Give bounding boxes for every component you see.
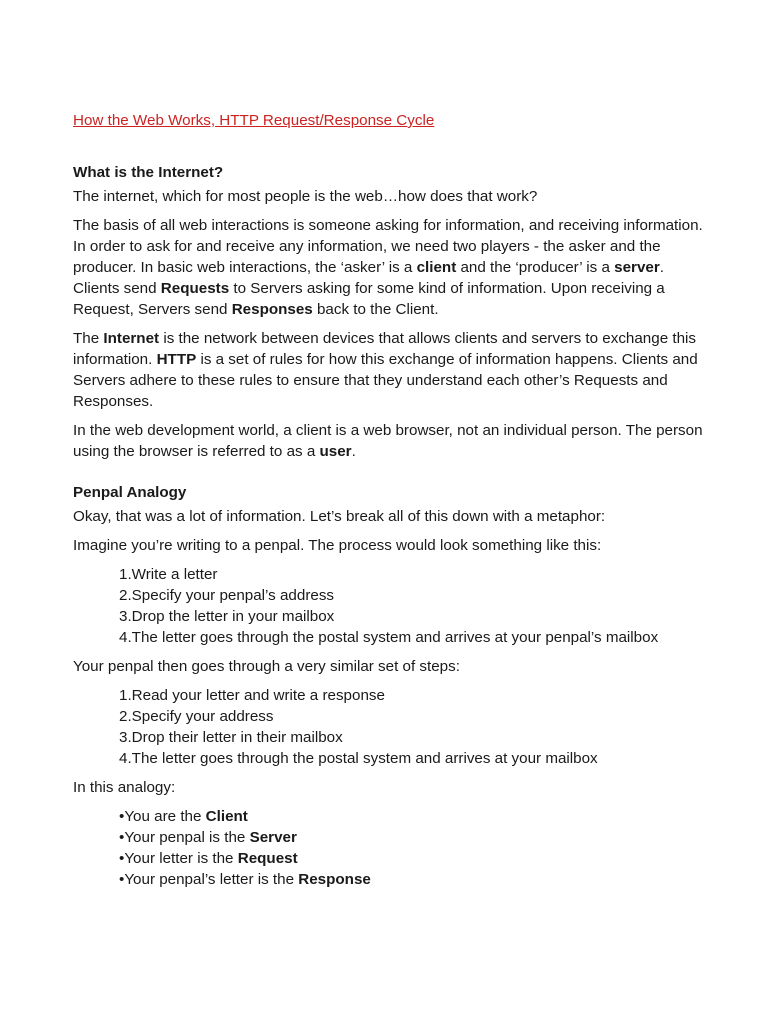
bold-term: server: [614, 259, 660, 276]
bold-term: Responses: [231, 301, 313, 318]
text-run: The: [73, 330, 104, 347]
text-run: is a set of rules for how this exchange of information happens. Clients and Servers adhere to these rules to ensure that they understand each other’s Requests and Responses.: [73, 351, 698, 410]
list-item: [119, 827, 703, 848]
list-item: 3.Drop the letter in your mailbox: [119, 608, 335, 625]
bold-term: client: [416, 259, 457, 276]
bold-term: user: [319, 443, 352, 460]
bold-term: Request: [237, 850, 298, 867]
bold-term: Client: [205, 808, 248, 825]
text-run: In the web development world, a client is a web browser, not an individual person. The person using the browser is referred to as a: [73, 422, 703, 460]
bold-term: Requests: [160, 280, 230, 297]
list-item: 2.Specify your address: [119, 708, 274, 725]
section-heading-penpal: Penpal Analogy: [73, 484, 187, 501]
paragraph: [73, 215, 703, 320]
section-heading-internet: What is the Internet?: [73, 164, 224, 181]
text-run: •Your penpal is the: [119, 829, 250, 846]
paragraph: The internet, which for most people is the web…how does that work?: [73, 188, 538, 205]
steps-list-reply: [73, 685, 703, 769]
paragraph: Imagine you’re writing to a penpal. The process would look something like this:: [73, 537, 602, 554]
text-run: •You are the: [119, 808, 206, 825]
text-run: back to the Client.: [312, 301, 439, 318]
text-run: The basis of all web interactions is someone asking for information, and receiving information. In order to ask for and receive any information, we need two players - the asker and the producer. In basic web interactions, the ‘asker’ is a: [73, 217, 703, 276]
list-item: 2.Specify your penpal’s address: [119, 587, 335, 604]
steps-list-writing: [73, 564, 703, 648]
text-run: .: [351, 443, 356, 460]
list-item: 3.Drop their letter in their mailbox: [119, 729, 343, 746]
text-run: and the ‘producer’ is a: [456, 259, 615, 276]
bold-term: HTTP: [156, 351, 197, 368]
text-run: •Your penpal’s letter is the: [119, 871, 299, 888]
list-item: 4.The letter goes through the postal system and arrives at your mailbox: [119, 750, 598, 767]
analogy-bullets: [73, 806, 703, 890]
title-link[interactable]: How the Web Works, HTTP Request/Response Cycle: [73, 112, 435, 129]
paragraph: Okay, that was a lot of information. Let’s break all of this down with a metaphor:: [73, 508, 606, 525]
paragraph: [73, 420, 703, 462]
list-item: 1.Read your letter and write a response: [119, 687, 385, 704]
bold-term: Internet: [103, 330, 160, 347]
section-penpal: [73, 482, 703, 890]
bold-term: Server: [249, 829, 297, 846]
paragraph: [73, 328, 703, 412]
text-run: •Your letter is the: [119, 850, 238, 867]
list-item: 4.The letter goes through the postal system and arrives at your penpal’s mailbox: [119, 629, 659, 646]
document-content: [73, 110, 703, 898]
list-item: 1.Write a letter: [119, 566, 218, 583]
paragraph: Your penpal then goes through a very similar set of steps:: [73, 658, 460, 675]
list-item: [119, 869, 703, 890]
bold-term: Response: [298, 871, 371, 888]
paragraph: In this analogy:: [73, 779, 176, 796]
text-run: is the network between devices that allows clients and servers to exchange this information.: [73, 330, 697, 368]
text-run: . Clients send: [73, 259, 664, 297]
list-item: [119, 806, 703, 827]
text-run: to Servers asking for some kind of information. Upon receiving a Request, Servers send: [73, 280, 665, 318]
list-item: [119, 848, 703, 869]
